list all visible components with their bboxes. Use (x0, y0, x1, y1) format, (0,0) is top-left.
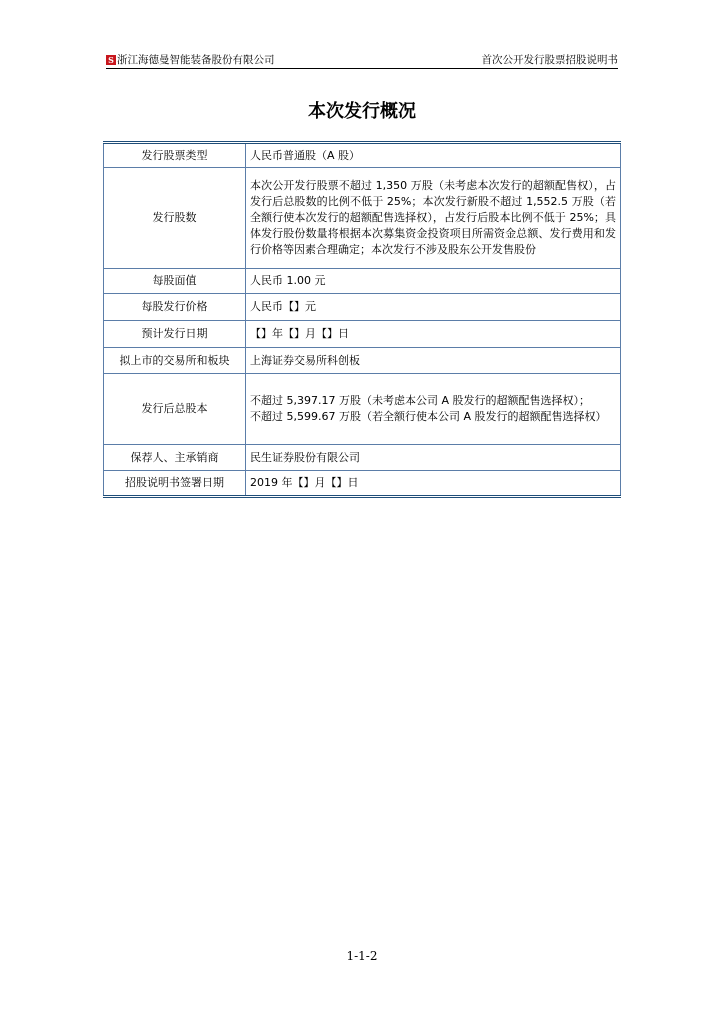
row-value: 2019 年【】月【】日 (246, 471, 621, 497)
row-value: 【】年【】月【】日 (246, 321, 621, 348)
table-row (104, 374, 621, 445)
header-doc-title: 首次公开发行股票招股说明书 (481, 54, 618, 66)
row-value: 人民币 1.00 元 (246, 269, 621, 294)
table-row (104, 348, 621, 374)
row-value: 本次公开发行股票不超过 1,350 万股（未考虑本次发行的超额配售权），占发行后总股数的比例不低于 25%；本次发行新股不超过 1,552.5 万股（若全额行使本次发行的超额配售选择权），占发行后股本比例不低于 25%；具体发行股份数量将根据本次募集资金投资项目所需资金总额、发行费用和发行价格等因素合理确定；本次发行不涉及股东公开发售股份 (246, 168, 621, 269)
row-value: 上海证券交易所科创板 (246, 348, 621, 374)
table-row (104, 269, 621, 294)
row-value: 民生证券股份有限公司 (246, 445, 621, 471)
row-value-line: 不超过 5,599.67 万股（若全额行使本公司 A 股发行的超额配售选择权） (250, 410, 607, 423)
row-label: 拟上市的交易所和板块 (104, 348, 246, 374)
row-value: 人民币【】元 (246, 294, 621, 321)
row-label: 招股说明书签署日期 (104, 471, 246, 497)
page-header (106, 50, 618, 69)
table-row (104, 143, 621, 168)
row-label: 保荐人、主承销商 (104, 445, 246, 471)
table-row (104, 471, 621, 497)
row-label: 发行股数 (104, 168, 246, 269)
row-label: 每股发行价格 (104, 294, 246, 321)
row-label: 发行股票类型 (104, 143, 246, 168)
header-left (106, 52, 275, 67)
row-value (246, 374, 621, 445)
row-value: 人民币普通股（A 股） (246, 143, 621, 168)
table-row (104, 321, 621, 348)
row-label: 每股面值 (104, 269, 246, 294)
company-logo-icon: S (106, 55, 116, 65)
row-label: 预计发行日期 (104, 321, 246, 348)
row-value-line: 不超过 5,397.17 万股（未考虑本公司 A 股发行的超额配售选择权）； (250, 394, 590, 407)
table-row (104, 294, 621, 321)
page-title: 本次发行概况 (308, 101, 416, 122)
offering-overview-table (103, 141, 621, 498)
page-number: 1-1-2 (346, 949, 378, 963)
table-row (104, 168, 621, 269)
row-label: 发行后总股本 (104, 374, 246, 445)
header-company-name: 浙江海德曼智能装备股份有限公司 (117, 54, 275, 66)
table-row (104, 445, 621, 471)
